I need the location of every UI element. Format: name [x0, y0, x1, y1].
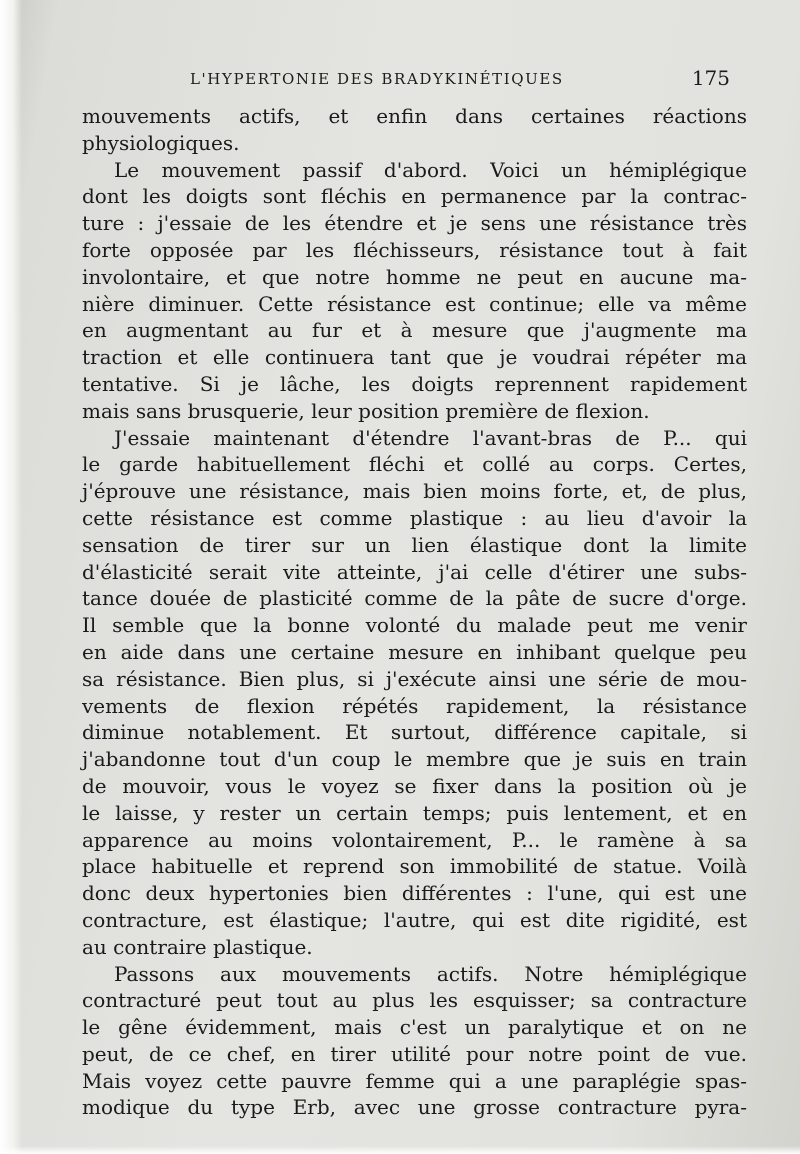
text-line: cette résistance est comme plastique : au lieu d'avoir la [82, 505, 747, 530]
text-line: Mais voyez cette pauvre femme qui a une paraplégie spas- [82, 1068, 747, 1093]
text-line: place habituelle et reprend son immobilité de statue. Voilà [82, 854, 747, 879]
text-line: contracture, est élastique; l'autre, qui est dite rigidité, est [82, 907, 747, 932]
text-line: Le mouvement passif d'abord. Voici un hémiplégique [114, 157, 747, 182]
text-line: mouvements actifs, et enfin dans certaines réactions [82, 104, 747, 128]
text-line: ture : j'essaie de les étendre et je sens une résistance très [82, 211, 747, 236]
page-bottom-edge [0, 1146, 800, 1154]
text-line: tentative. Si je lâche, les doigts reprennent rapidement [82, 371, 747, 396]
text-line: le laisse, y rester un certain temps; puis lentement, et en [82, 800, 747, 825]
text-line: le garde habituellement fléchi et collé au corps. Certes, [82, 452, 747, 477]
text-line: vements de flexion répétés rapidement, la résistance [82, 693, 747, 718]
text-line: contracturé peut tout au plus les esquisser; sa contracture [82, 988, 747, 1013]
text-line: physiologiques. [82, 130, 240, 155]
text-line: peut, de ce chef, en tirer utilité pour notre point de vue. [82, 1041, 747, 1066]
text-line: traction et elle continuera tant que je voudrai répéter ma [82, 345, 747, 370]
text-line: le gêne évidemment, mais c'est un paralytique et on ne [82, 1015, 747, 1040]
text-line: forte opposée par les fléchisseurs, résistance tout à fait [82, 237, 747, 262]
text-line: apparence au moins volontairement, P... le ramène à sa [82, 827, 747, 852]
text-line: modique du type Erb, avec une grosse contracture pyra- [82, 1095, 747, 1120]
text-line: j'éprouve une résistance, mais bien moins forte, et, de plus, [82, 479, 747, 504]
body-text [82, 103, 747, 1121]
text-line: d'élasticité serait vite atteinte, j'ai celle d'étirer une subs- [82, 559, 747, 584]
page-number: 175 [691, 66, 730, 90]
text-line: mais sans brusquerie, leur position première de flexion. [82, 398, 650, 423]
text-line: en aide dans une certaine mesure en inhibant quelque peu [82, 639, 747, 664]
text-line: involontaire, et que notre homme ne peut en aucune ma- [82, 264, 747, 289]
page-header [190, 66, 730, 96]
text-line: au contraire plastique. [82, 934, 313, 959]
text-line: j'abandonne tout d'un coup le membre que je suis en train [82, 747, 747, 772]
page-left-margin-edge [0, 0, 22, 1154]
running-head: L'HYPERTONIE DES BRADYKINÉTIQUES [190, 70, 564, 88]
text-line: Il semble que la bonne volonté du malade peut me venir [82, 613, 747, 638]
text-line: de mouvoir, vous le voyez se fixer dans la position où je [82, 773, 747, 798]
text-line: diminue notablement. Et surtout, différence capitale, si [82, 720, 747, 745]
text-line: en augmentant au fur et à mesure que j'augmente ma [82, 318, 747, 343]
text-line: J'essaie maintenant d'étendre l'avant-bras de P... qui [114, 425, 747, 450]
text-line: donc deux hypertonies bien différentes : l'une, qui est une [82, 881, 747, 906]
text-line: dont les doigts sont fléchis en permanence par la contrac- [82, 184, 747, 209]
text-line: tance douée de plasticité comme de la pâte de sucre d'orge. [82, 586, 747, 611]
text-line: sensation de tirer sur un lien élastique dont la limite [82, 532, 747, 557]
text-line: Passons aux mouvements actifs. Notre hémiplégique [114, 961, 747, 986]
text-line: sa résistance. Bien plus, si j'exécute ainsi une série de mou- [82, 666, 747, 691]
text-line: nière diminuer. Cette résistance est continue; elle va même [82, 291, 747, 316]
